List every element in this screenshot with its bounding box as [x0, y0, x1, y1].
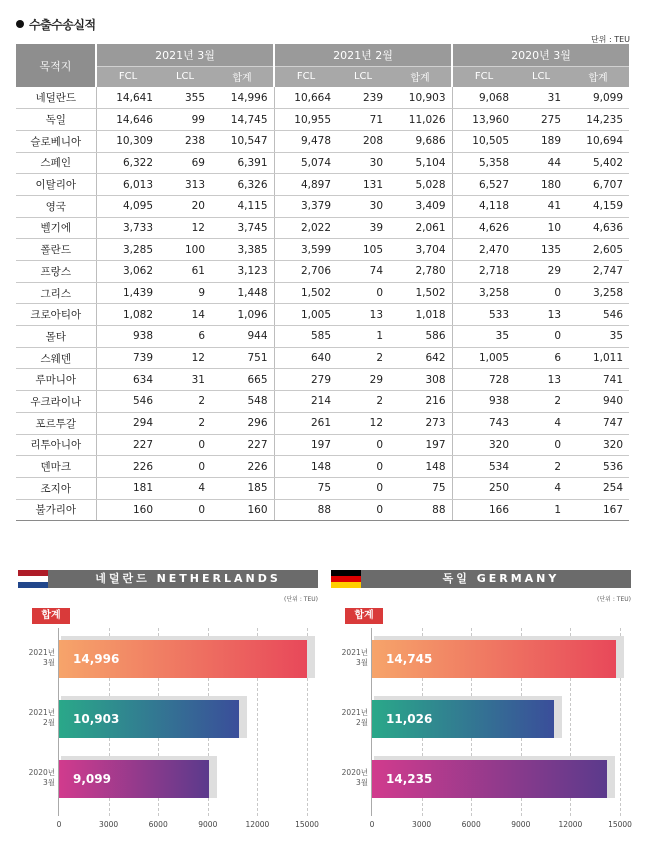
table-cell: 0 — [337, 434, 389, 456]
table-cell: 0 — [159, 456, 211, 478]
table-cell: 185 — [211, 477, 274, 499]
bar — [372, 760, 607, 798]
subcol-header: LCL — [515, 66, 567, 87]
table-cell: 13 — [515, 369, 567, 391]
table-cell: 6 — [159, 326, 211, 348]
table-cell: 14,996 — [211, 87, 274, 109]
table-cell: 14,745 — [211, 109, 274, 131]
row-destination: 네덜란드 — [16, 87, 96, 109]
table-cell: 5,104 — [389, 152, 452, 174]
germany-flag-icon — [331, 570, 361, 588]
table-cell: 536 — [567, 456, 629, 478]
table-cell: 227 — [96, 434, 159, 456]
table-cell: 275 — [515, 109, 567, 131]
x-tick-label: 12000 — [558, 820, 583, 829]
x-tick-label: 6000 — [461, 820, 481, 829]
table-cell: 2,718 — [452, 261, 515, 283]
table-body — [16, 87, 629, 521]
table-row — [16, 87, 629, 109]
row-destination: 이탈리아 — [16, 174, 96, 196]
table-cell: 13 — [515, 304, 567, 326]
table-cell: 88 — [389, 499, 452, 521]
table-cell: 0 — [515, 326, 567, 348]
table-cell: 308 — [389, 369, 452, 391]
table-cell: 944 — [211, 326, 274, 348]
table-cell: 9,478 — [274, 130, 337, 152]
bar-value-label: 10,903 — [73, 712, 120, 726]
chart-panel-germany — [331, 570, 631, 850]
table-cell: 0 — [159, 434, 211, 456]
group-header: 2020년 3월 — [452, 44, 629, 66]
subcol-header: FCL — [96, 66, 159, 87]
table-cell: 250 — [452, 477, 515, 499]
table-cell: 35 — [452, 326, 515, 348]
table-cell: 2,470 — [452, 239, 515, 261]
table-cell: 1 — [515, 499, 567, 521]
table-cell: 1,005 — [452, 347, 515, 369]
row-destination: 조지아 — [16, 477, 96, 499]
netherlands-flag-icon — [18, 570, 48, 588]
table-cell: 14,235 — [567, 109, 629, 131]
y-category-label: 2021년 3월 — [28, 648, 55, 667]
table-cell: 1,011 — [567, 347, 629, 369]
bar — [59, 700, 239, 738]
table-cell: 0 — [337, 456, 389, 478]
table-cell: 0 — [515, 282, 567, 304]
row-destination: 폴란드 — [16, 239, 96, 261]
table-row — [16, 347, 629, 369]
table-row — [16, 499, 629, 521]
table-row — [16, 456, 629, 478]
table-cell: 294 — [96, 412, 159, 434]
x-tick-label: 0 — [56, 820, 62, 829]
table-cell: 69 — [159, 152, 211, 174]
table-cell: 642 — [389, 347, 452, 369]
table-cell: 100 — [159, 239, 211, 261]
table-cell: 135 — [515, 239, 567, 261]
table-cell: 75 — [274, 477, 337, 499]
table-cell: 940 — [567, 391, 629, 413]
table-cell: 238 — [159, 130, 211, 152]
table-cell: 166 — [452, 499, 515, 521]
bar-value-label: 14,235 — [386, 772, 433, 786]
row-destination: 프랑스 — [16, 261, 96, 283]
table-cell: 9 — [159, 282, 211, 304]
table-cell: 208 — [337, 130, 389, 152]
table-cell: 99 — [159, 109, 211, 131]
table-cell: 30 — [337, 152, 389, 174]
table-cell: 29 — [337, 369, 389, 391]
table-cell: 743 — [452, 412, 515, 434]
row-destination: 독일 — [16, 109, 96, 131]
x-tick-label: 6000 — [148, 820, 168, 829]
table-cell: 3,258 — [567, 282, 629, 304]
table-cell: 5,402 — [567, 152, 629, 174]
table-cell: 74 — [337, 261, 389, 283]
table-cell: 226 — [96, 456, 159, 478]
y-category-label: 2020년 3월 — [341, 768, 368, 787]
table-cell: 3,385 — [211, 239, 274, 261]
row-destination: 그리스 — [16, 282, 96, 304]
chart-panel-netherlands — [18, 570, 318, 850]
table-row — [16, 261, 629, 283]
table-cell: 4 — [515, 412, 567, 434]
table-cell: 739 — [96, 347, 159, 369]
table-cell: 534 — [452, 456, 515, 478]
table-cell: 5,028 — [389, 174, 452, 196]
table-cell: 2,022 — [274, 217, 337, 239]
table-cell: 2,605 — [567, 239, 629, 261]
table-cell: 4 — [159, 477, 211, 499]
table-cell: 160 — [211, 499, 274, 521]
table-cell: 273 — [389, 412, 452, 434]
table-cell: 167 — [567, 499, 629, 521]
export-table — [16, 44, 629, 521]
table-cell: 320 — [567, 434, 629, 456]
bullet-dot-icon — [16, 20, 24, 28]
table-cell: 214 — [274, 391, 337, 413]
table-cell: 747 — [567, 412, 629, 434]
table-cell: 2 — [159, 412, 211, 434]
chart-unit: (단위 : TEU) — [284, 596, 318, 603]
table-cell: 1,005 — [274, 304, 337, 326]
table-cell: 4,626 — [452, 217, 515, 239]
bar — [59, 640, 307, 678]
table-cell: 2 — [515, 456, 567, 478]
row-destination: 벨기에 — [16, 217, 96, 239]
table-cell: 44 — [515, 152, 567, 174]
table-cell: 2,747 — [567, 261, 629, 283]
table-cell: 546 — [567, 304, 629, 326]
table-cell: 546 — [96, 391, 159, 413]
table-cell: 2 — [159, 391, 211, 413]
table-row — [16, 391, 629, 413]
table-cell: 31 — [159, 369, 211, 391]
y-category-label: 2021년 2월 — [28, 708, 55, 727]
table-row — [16, 326, 629, 348]
table-cell: 10,505 — [452, 130, 515, 152]
page-title — [16, 16, 96, 33]
subcol-header: 합계 — [211, 66, 274, 87]
table-cell: 6,707 — [567, 174, 629, 196]
table-cell: 4,118 — [452, 195, 515, 217]
table-cell: 320 — [452, 434, 515, 456]
table-cell: 180 — [515, 174, 567, 196]
chart-banner-label: 독일 GERMANY — [442, 572, 560, 585]
table-cell: 75 — [389, 477, 452, 499]
row-destination: 슬로베니아 — [16, 130, 96, 152]
table-cell: 14 — [159, 304, 211, 326]
row-destination: 불가리아 — [16, 499, 96, 521]
table-cell: 1,502 — [389, 282, 452, 304]
table-cell: 9,099 — [567, 87, 629, 109]
table-cell: 3,745 — [211, 217, 274, 239]
flag-stripe — [331, 582, 361, 588]
table-row — [16, 195, 629, 217]
table-cell: 3,123 — [211, 261, 274, 283]
table-cell: 665 — [211, 369, 274, 391]
table-cell: 14,646 — [96, 109, 159, 131]
table-cell: 61 — [159, 261, 211, 283]
bar — [372, 700, 554, 738]
table-cell: 189 — [515, 130, 567, 152]
x-tick-label: 9000 — [511, 820, 531, 829]
table-cell: 31 — [515, 87, 567, 109]
table-cell: 20 — [159, 195, 211, 217]
table-row — [16, 109, 629, 131]
table-cell: 160 — [96, 499, 159, 521]
table-cell: 35 — [567, 326, 629, 348]
table-cell: 938 — [452, 391, 515, 413]
table-cell: 3,285 — [96, 239, 159, 261]
table-cell: 279 — [274, 369, 337, 391]
subcol-header: LCL — [337, 66, 389, 87]
table-row — [16, 369, 629, 391]
table-cell: 296 — [211, 412, 274, 434]
table-cell: 3,062 — [96, 261, 159, 283]
table-cell: 1,448 — [211, 282, 274, 304]
table-cell: 41 — [515, 195, 567, 217]
row-destination: 루마니아 — [16, 369, 96, 391]
table-cell: 226 — [211, 456, 274, 478]
y-category-label: 2021년 2월 — [341, 708, 368, 727]
table-cell: 3,379 — [274, 195, 337, 217]
table-cell: 6,391 — [211, 152, 274, 174]
table-cell: 4,095 — [96, 195, 159, 217]
table-cell: 9,068 — [452, 87, 515, 109]
table-cell: 216 — [389, 391, 452, 413]
row-destination: 스웨덴 — [16, 347, 96, 369]
bar-chart-germany — [341, 628, 632, 829]
table-cell: 3,258 — [452, 282, 515, 304]
y-category-label: 2020년 3월 — [28, 768, 55, 787]
bar-value-label: 9,099 — [73, 772, 111, 786]
table-cell: 39 — [337, 217, 389, 239]
table-cell: 11,026 — [389, 109, 452, 131]
table-cell: 254 — [567, 477, 629, 499]
table-cell: 6 — [515, 347, 567, 369]
table-cell: 313 — [159, 174, 211, 196]
chart-banner — [18, 570, 318, 588]
table-cell: 29 — [515, 261, 567, 283]
table-cell: 227 — [211, 434, 274, 456]
unit-label: 단위 : TEU — [590, 35, 630, 44]
table-row — [16, 239, 629, 261]
x-tick-label: 12000 — [245, 820, 270, 829]
table-row — [16, 174, 629, 196]
table-cell: 261 — [274, 412, 337, 434]
bar-value-label: 14,996 — [73, 652, 120, 666]
table-row — [16, 304, 629, 326]
row-destination: 리투아니아 — [16, 434, 96, 456]
row-destination: 몰타 — [16, 326, 96, 348]
x-tick-label: 15000 — [295, 820, 319, 829]
table-cell: 10,694 — [567, 130, 629, 152]
bar-chart-netherlands — [28, 628, 319, 829]
row-destination: 영국 — [16, 195, 96, 217]
table-cell: 586 — [389, 326, 452, 348]
subcol-header: 합계 — [567, 66, 629, 87]
table-cell: 10,903 — [389, 87, 452, 109]
table-cell: 0 — [159, 499, 211, 521]
y-category-label: 2021년 3월 — [341, 648, 368, 667]
table-cell: 105 — [337, 239, 389, 261]
table-cell: 4,115 — [211, 195, 274, 217]
table-cell: 2 — [515, 391, 567, 413]
table-cell: 9,686 — [389, 130, 452, 152]
row-destination: 스페인 — [16, 152, 96, 174]
x-tick-label: 15000 — [608, 820, 632, 829]
table-cell: 30 — [337, 195, 389, 217]
table-cell: 4 — [515, 477, 567, 499]
table-cell: 12 — [159, 347, 211, 369]
table-cell: 640 — [274, 347, 337, 369]
table-row — [16, 412, 629, 434]
table-cell: 1 — [337, 326, 389, 348]
table-cell: 0 — [337, 499, 389, 521]
table-cell: 2,706 — [274, 261, 337, 283]
table-cell: 197 — [389, 434, 452, 456]
x-tick-label: 3000 — [99, 820, 119, 829]
table-cell: 10,955 — [274, 109, 337, 131]
table-cell: 1,502 — [274, 282, 337, 304]
x-tick-label: 9000 — [198, 820, 218, 829]
table-cell: 14,641 — [96, 87, 159, 109]
bar — [372, 640, 616, 678]
table-cell: 741 — [567, 369, 629, 391]
table-cell: 2 — [337, 391, 389, 413]
table-cell: 6,013 — [96, 174, 159, 196]
table-cell: 148 — [274, 456, 337, 478]
table-cell: 1,082 — [96, 304, 159, 326]
bar — [59, 760, 209, 798]
group-header: 2021년 3월 — [96, 44, 274, 66]
x-tick-label: 3000 — [412, 820, 432, 829]
table-cell: 13,960 — [452, 109, 515, 131]
table-cell: 10,309 — [96, 130, 159, 152]
table-row — [16, 477, 629, 499]
table-cell: 6,527 — [452, 174, 515, 196]
table-row — [16, 152, 629, 174]
table-cell: 634 — [96, 369, 159, 391]
table-cell: 197 — [274, 434, 337, 456]
table-cell: 751 — [211, 347, 274, 369]
table-cell: 10,547 — [211, 130, 274, 152]
table-cell: 533 — [452, 304, 515, 326]
table-row — [16, 130, 629, 152]
row-destination: 크로아티아 — [16, 304, 96, 326]
table-cell: 3,409 — [389, 195, 452, 217]
table-cell: 148 — [389, 456, 452, 478]
table-cell: 239 — [337, 87, 389, 109]
table-cell: 0 — [337, 477, 389, 499]
table-cell: 181 — [96, 477, 159, 499]
page-title-text: 수출수송실적 — [29, 18, 96, 32]
table-cell: 355 — [159, 87, 211, 109]
table-cell: 0 — [337, 282, 389, 304]
table-cell: 1,096 — [211, 304, 274, 326]
row-destination: 우크라이나 — [16, 391, 96, 413]
table-row — [16, 434, 629, 456]
total-badge: 합계 — [345, 608, 383, 624]
chart-unit: (단위 : TEU) — [597, 596, 631, 603]
table-cell: 4,159 — [567, 195, 629, 217]
table-cell: 5,074 — [274, 152, 337, 174]
table-cell: 3,599 — [274, 239, 337, 261]
table-cell: 1,439 — [96, 282, 159, 304]
dest-header: 목적지 — [16, 44, 96, 87]
bar-value-label: 14,745 — [386, 652, 433, 666]
subcol-header: FCL — [452, 66, 515, 87]
table-cell: 12 — [159, 217, 211, 239]
table-cell: 548 — [211, 391, 274, 413]
table-cell: 4,897 — [274, 174, 337, 196]
table-cell: 10 — [515, 217, 567, 239]
flag-stripe — [18, 582, 48, 588]
table-cell: 3,704 — [389, 239, 452, 261]
row-destination: 덴마크 — [16, 456, 96, 478]
table-cell: 13 — [337, 304, 389, 326]
table-cell: 10,664 — [274, 87, 337, 109]
row-destination: 포르투갈 — [16, 412, 96, 434]
table-cell: 2 — [337, 347, 389, 369]
table-cell: 6,322 — [96, 152, 159, 174]
table-cell: 2,780 — [389, 261, 452, 283]
table-cell: 5,358 — [452, 152, 515, 174]
table-cell: 938 — [96, 326, 159, 348]
table-row — [16, 217, 629, 239]
table-cell: 4,636 — [567, 217, 629, 239]
group-header: 2021년 2월 — [274, 44, 452, 66]
table-cell: 585 — [274, 326, 337, 348]
bar-value-label: 11,026 — [386, 712, 433, 726]
table-cell: 1,018 — [389, 304, 452, 326]
x-tick-label: 0 — [369, 820, 375, 829]
table-cell: 2,061 — [389, 217, 452, 239]
table-cell: 88 — [274, 499, 337, 521]
table-cell: 728 — [452, 369, 515, 391]
table-row — [16, 282, 629, 304]
table-cell: 0 — [515, 434, 567, 456]
subcol-header: LCL — [159, 66, 211, 87]
total-badge: 합계 — [32, 608, 70, 624]
chart-banner-label: 네덜란드 NETHERLANDS — [95, 572, 281, 585]
table-cell: 71 — [337, 109, 389, 131]
subcol-header: 합계 — [389, 66, 452, 87]
table-cell: 3,733 — [96, 217, 159, 239]
chart-banner — [331, 570, 631, 588]
table-cell: 12 — [337, 412, 389, 434]
table-cell: 131 — [337, 174, 389, 196]
subcol-header: FCL — [274, 66, 337, 87]
table-cell: 6,326 — [211, 174, 274, 196]
